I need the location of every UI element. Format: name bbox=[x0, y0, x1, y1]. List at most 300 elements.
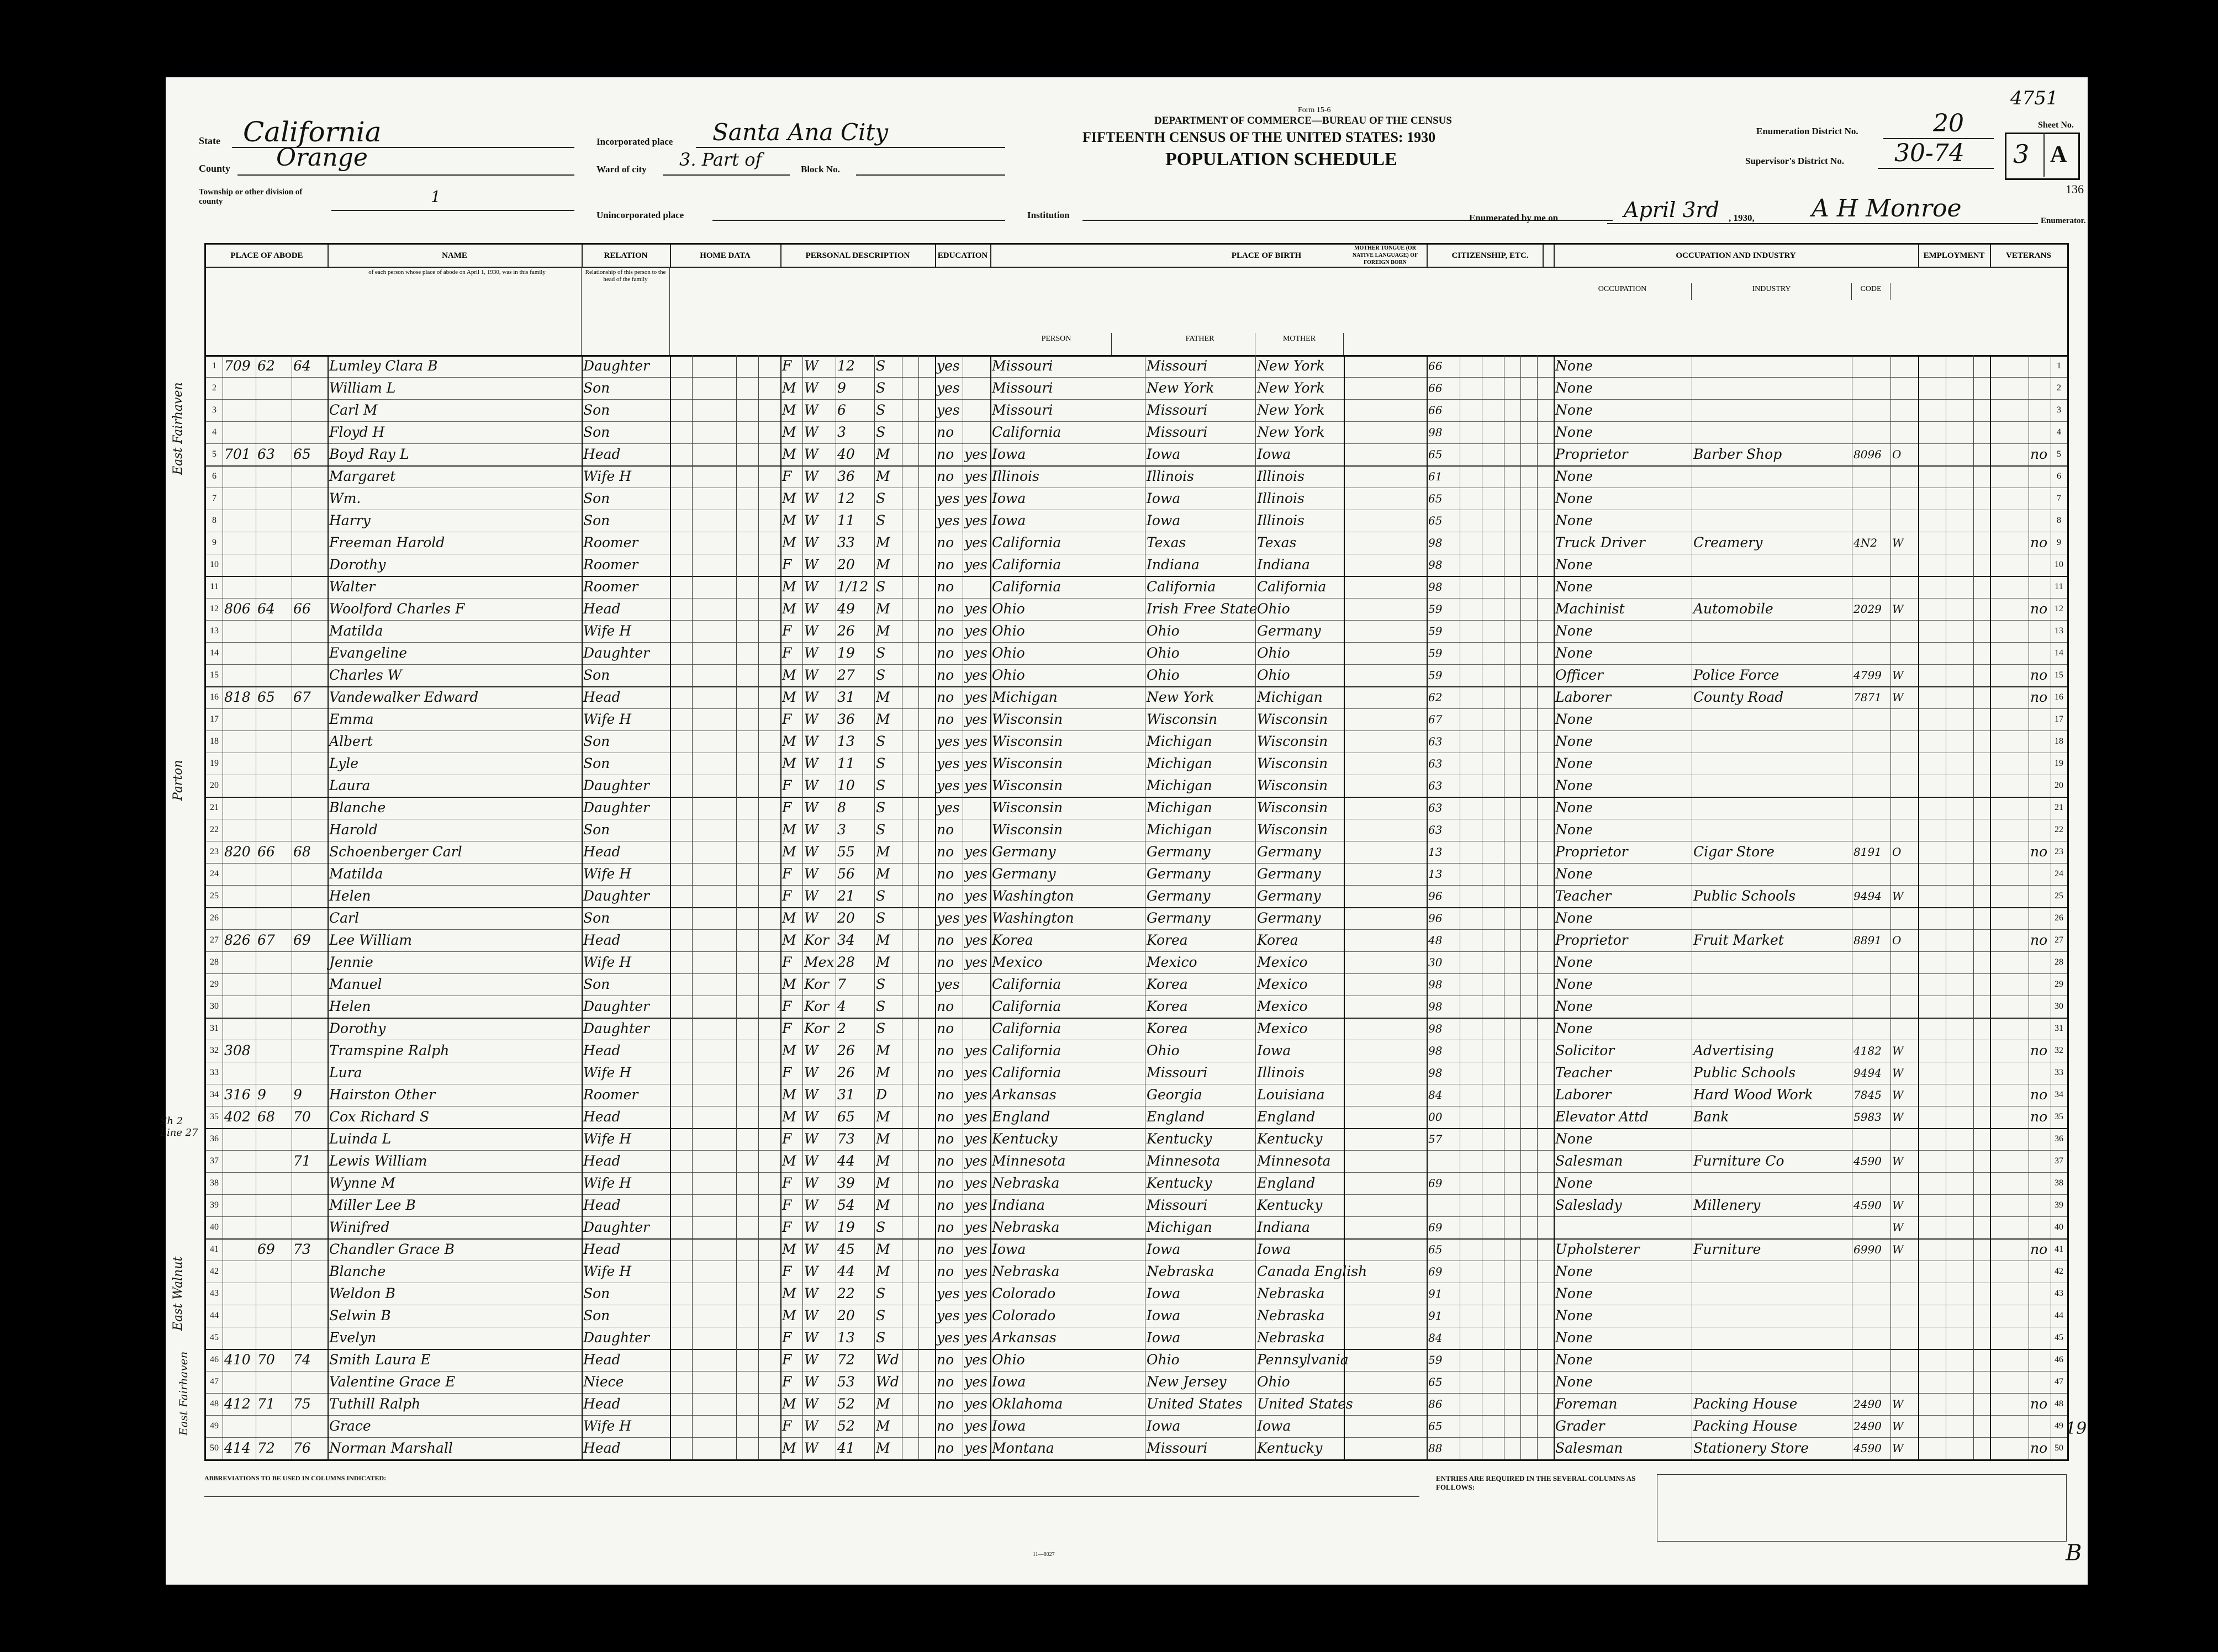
unincorporated-label: Unincorporated place bbox=[596, 210, 684, 220]
dwelling-number bbox=[256, 1062, 292, 1084]
family-number bbox=[292, 421, 328, 443]
line-number: 37 bbox=[210, 1156, 219, 1166]
table-row bbox=[206, 775, 2067, 798]
person-name: Cox Richard S bbox=[329, 1109, 430, 1125]
table-row bbox=[206, 686, 2067, 709]
birthplace-mother: Illinois bbox=[1257, 490, 1305, 506]
occupation: None bbox=[1555, 402, 1593, 418]
family-number bbox=[292, 708, 328, 730]
relation: Daughter bbox=[583, 799, 649, 816]
footer bbox=[204, 1474, 2066, 1568]
street-number bbox=[223, 1172, 256, 1194]
relation: Head bbox=[583, 1197, 621, 1213]
relation: Head bbox=[583, 1440, 621, 1456]
race: W bbox=[804, 844, 818, 860]
race: W bbox=[804, 689, 818, 705]
street-number bbox=[223, 1238, 256, 1261]
marital-status: D bbox=[876, 1087, 888, 1103]
line-number: 43 bbox=[210, 1289, 219, 1298]
colhead-code: CODE bbox=[1852, 283, 1890, 300]
attended-school: no bbox=[937, 667, 954, 683]
line-number: 7 bbox=[212, 494, 216, 503]
street-number: 709 bbox=[224, 358, 251, 374]
attended-school: no bbox=[937, 1263, 954, 1279]
line-number-right: 6 bbox=[2057, 472, 2061, 481]
can-read: yes bbox=[964, 755, 987, 771]
attended-school: yes bbox=[937, 910, 960, 926]
sex: F bbox=[782, 799, 792, 816]
race: Kor bbox=[804, 976, 830, 992]
colhead-mother: MOTHER bbox=[1255, 333, 1344, 355]
occupation-code: 2490 bbox=[1853, 1397, 1882, 1411]
birthplace-code: 67 bbox=[1428, 713, 1443, 726]
census-title: FIFTEENTH CENSUS OF THE UNITED STATES: 1930 bbox=[1082, 129, 1436, 145]
marital-status: M bbox=[876, 1418, 890, 1434]
occupation-code bbox=[1852, 819, 1890, 841]
table-row bbox=[206, 620, 2067, 643]
birthplace-code: 30 bbox=[1428, 956, 1443, 969]
sex: F bbox=[782, 1263, 792, 1279]
birthplace-father: Georgia bbox=[1147, 1087, 1202, 1103]
industry bbox=[1692, 973, 1852, 996]
marital-status: Wd bbox=[876, 1352, 899, 1368]
schedule-title: POPULATION SCHEDULE bbox=[1165, 149, 1397, 170]
line-number: 8 bbox=[212, 516, 216, 525]
industry: Packing House bbox=[1693, 1396, 1798, 1412]
birthplace-mother: Minnesota bbox=[1257, 1153, 1331, 1169]
state-value: California bbox=[243, 116, 382, 148]
column-divider bbox=[328, 355, 329, 1459]
dwelling-number bbox=[256, 885, 292, 907]
veteran: no bbox=[2030, 601, 2048, 617]
person-name: Freeman Harold bbox=[329, 534, 445, 550]
occupation: None bbox=[1555, 468, 1593, 484]
person-name: Grace bbox=[329, 1418, 371, 1434]
county-label: County bbox=[199, 163, 231, 174]
birthplace-person: Germany bbox=[992, 844, 1056, 860]
birthplace-mother: New York bbox=[1257, 380, 1325, 396]
race: Kor bbox=[804, 1020, 830, 1036]
person-name: Tuthill Ralph bbox=[329, 1396, 421, 1412]
occupation-code: 4590 bbox=[1853, 1155, 1882, 1168]
relation: Daughter bbox=[583, 777, 649, 793]
can-read: yes bbox=[964, 1396, 987, 1412]
industry: Barber Shop bbox=[1693, 446, 1782, 462]
sex: F bbox=[782, 1418, 792, 1434]
can-read: yes bbox=[964, 1440, 987, 1456]
state-label: State bbox=[199, 135, 220, 146]
can-read bbox=[963, 797, 990, 819]
can-read: yes bbox=[964, 1065, 987, 1081]
birthplace-person: Washington bbox=[992, 910, 1074, 926]
sex: F bbox=[782, 468, 792, 484]
birthplace-code: 63 bbox=[1428, 823, 1443, 836]
street-number: 308 bbox=[224, 1042, 251, 1058]
attended-school: no bbox=[937, 534, 954, 550]
birthplace-person: California bbox=[992, 579, 1062, 595]
industry: Stationery Store bbox=[1693, 1440, 1809, 1456]
industry: Police Force bbox=[1693, 667, 1779, 683]
table-row bbox=[206, 399, 2067, 422]
sex: M bbox=[782, 822, 796, 838]
relation: Head bbox=[583, 1241, 621, 1257]
age: 11 bbox=[837, 512, 855, 528]
family-number bbox=[292, 775, 328, 797]
marital-status: S bbox=[876, 888, 886, 904]
occupation: None bbox=[1555, 1352, 1593, 1368]
occupation-code bbox=[1852, 620, 1890, 642]
line-number-right: 8 bbox=[2057, 516, 2061, 525]
street-number bbox=[223, 620, 256, 642]
line-number-right: 27 bbox=[2055, 935, 2063, 945]
relation: Son bbox=[583, 380, 610, 396]
age: 7 bbox=[837, 976, 846, 992]
birthplace-mother: New York bbox=[1257, 424, 1325, 440]
incorporated-value: Santa Ana City bbox=[712, 119, 889, 146]
occupation-code bbox=[1852, 1128, 1890, 1150]
dwelling-number: 69 bbox=[257, 1241, 275, 1257]
marital-status: M bbox=[876, 954, 890, 970]
line-number-right: 28 bbox=[2055, 957, 2063, 967]
relation: Head bbox=[583, 446, 621, 462]
veteran: no bbox=[2030, 1396, 2048, 1412]
attended-school: no bbox=[937, 888, 954, 904]
class-of-worker: W bbox=[1892, 1155, 1904, 1168]
relation: Roomer bbox=[583, 1087, 638, 1103]
person-name: Tramspine Ralph bbox=[329, 1042, 450, 1058]
marital-status: M bbox=[876, 468, 890, 484]
street-number bbox=[223, 951, 256, 973]
ward-label: Ward of city bbox=[596, 164, 647, 174]
occupation: None bbox=[1555, 711, 1593, 727]
birthplace-mother: Nebraska bbox=[1257, 1330, 1325, 1346]
table-row bbox=[206, 1150, 2067, 1173]
birthplace-person: Mexico bbox=[992, 954, 1043, 970]
marital-status: M bbox=[876, 689, 890, 705]
person-name: Harry bbox=[329, 512, 371, 528]
birthplace-person: California bbox=[992, 534, 1062, 550]
street-number bbox=[223, 1415, 256, 1437]
class-of-worker bbox=[1890, 819, 1918, 841]
group-education: EDUCATION bbox=[935, 245, 991, 268]
race: W bbox=[804, 1065, 818, 1081]
class-of-worker bbox=[1890, 1371, 1918, 1393]
attended-school: no bbox=[937, 998, 954, 1014]
occupation-code: 6990 bbox=[1853, 1243, 1882, 1256]
birthplace-father: Germany bbox=[1147, 910, 1211, 926]
department: DEPARTMENT OF COMMERCE—BUREAU OF THE CENSUS bbox=[1154, 115, 1452, 126]
age: 56 bbox=[837, 866, 855, 882]
person-name: Lyle bbox=[329, 755, 359, 771]
industry: Cigar Store bbox=[1693, 844, 1775, 860]
entries-box bbox=[1657, 1474, 2067, 1542]
birthplace-mother: Wisconsin bbox=[1257, 733, 1328, 749]
occupation: None bbox=[1555, 623, 1593, 639]
family-number bbox=[292, 730, 328, 753]
dwelling-number bbox=[256, 996, 292, 1018]
occupation-code bbox=[1852, 1216, 1890, 1238]
occupation-code bbox=[1852, 708, 1890, 730]
line-number-right: 17 bbox=[2055, 714, 2063, 724]
family-number bbox=[292, 753, 328, 775]
person-name: Chandler Grace B bbox=[329, 1241, 455, 1257]
relation: Head bbox=[583, 1153, 621, 1169]
attended-school: yes bbox=[937, 490, 960, 506]
family-number: 76 bbox=[293, 1440, 311, 1456]
dwelling-number: 66 bbox=[257, 844, 275, 860]
dwelling-number bbox=[256, 554, 292, 576]
birthplace-mother: Iowa bbox=[1257, 1042, 1291, 1058]
line-number-right: 38 bbox=[2055, 1178, 2063, 1188]
can-read: yes bbox=[964, 1219, 987, 1235]
line-number: 19 bbox=[210, 759, 219, 768]
class-of-worker: W bbox=[1892, 1221, 1904, 1234]
can-read: yes bbox=[964, 1330, 987, 1346]
birthplace-person: Montana bbox=[992, 1440, 1054, 1456]
class-of-worker bbox=[1890, 775, 1918, 797]
person-name: Winifred bbox=[329, 1219, 390, 1235]
sex: M bbox=[782, 534, 796, 550]
race: W bbox=[804, 1330, 818, 1346]
birthplace-mother: California bbox=[1257, 579, 1327, 595]
page-mark-2: B bbox=[2066, 1540, 2082, 1566]
attended-school: no bbox=[937, 1131, 954, 1147]
veteran: no bbox=[2030, 534, 2048, 550]
birthplace-mother: Indiana bbox=[1257, 1219, 1310, 1235]
family-number bbox=[292, 576, 328, 598]
table-row bbox=[206, 1018, 2067, 1040]
attended-school: no bbox=[937, 623, 954, 639]
line-number: 24 bbox=[210, 869, 219, 878]
sex: F bbox=[782, 1131, 792, 1147]
can-read: yes bbox=[964, 711, 987, 727]
occupation-code: 5983 bbox=[1853, 1110, 1882, 1124]
birthplace-code: 91 bbox=[1428, 1309, 1443, 1322]
group-veterans: VETERANS bbox=[1990, 245, 2067, 268]
marital-status: M bbox=[876, 844, 890, 860]
race: W bbox=[804, 358, 818, 374]
group-employment: EMPLOYMENT bbox=[1918, 245, 1991, 268]
age: 19 bbox=[837, 1219, 855, 1235]
birthplace-mother: Ohio bbox=[1257, 645, 1290, 661]
birthplace-code: 91 bbox=[1428, 1287, 1443, 1300]
age: 41 bbox=[837, 1440, 855, 1456]
table-row bbox=[206, 1349, 2067, 1372]
enum-district-label: Enumeration District No. bbox=[1756, 126, 1858, 136]
marital-status: M bbox=[876, 711, 890, 727]
industry bbox=[1692, 819, 1852, 841]
birthplace-code: 59 bbox=[1428, 602, 1443, 616]
occupation-code bbox=[1852, 421, 1890, 443]
industry bbox=[1692, 1261, 1852, 1283]
street-number bbox=[223, 1062, 256, 1084]
race: W bbox=[804, 468, 818, 484]
birthplace-father: United States bbox=[1147, 1396, 1243, 1412]
occupation: None bbox=[1555, 799, 1593, 816]
age: 10 bbox=[837, 777, 855, 793]
line-number-right: 42 bbox=[2055, 1267, 2063, 1276]
attended-school: no bbox=[937, 1020, 954, 1036]
birthplace-father: Korea bbox=[1147, 976, 1188, 992]
margin-number: 136 bbox=[2066, 182, 2084, 196]
table-row bbox=[206, 1393, 2067, 1416]
marital-status: S bbox=[876, 777, 886, 793]
relation: Wife H bbox=[583, 711, 632, 727]
age: 2 bbox=[837, 1020, 846, 1036]
line-number-right: 50 bbox=[2055, 1443, 2063, 1453]
family-number bbox=[292, 1415, 328, 1437]
class-of-worker: W bbox=[1892, 1110, 1904, 1124]
dwelling-number bbox=[256, 510, 292, 532]
line-number-right: 20 bbox=[2055, 781, 2063, 790]
birthplace-father: Missouri bbox=[1147, 1440, 1208, 1456]
birthplace-father: Michigan bbox=[1147, 1219, 1212, 1235]
line-number: 15 bbox=[210, 670, 219, 680]
birthplace-person: California bbox=[992, 424, 1062, 440]
class-of-worker bbox=[1890, 554, 1918, 576]
street-number bbox=[223, 576, 256, 598]
person-name: Wm. bbox=[329, 490, 361, 506]
sex: F bbox=[782, 1330, 792, 1346]
birthplace-father: Michigan bbox=[1147, 822, 1212, 838]
line-number: 21 bbox=[210, 803, 219, 812]
supervisor-label: Supervisor's District No. bbox=[1745, 156, 1844, 166]
race: W bbox=[804, 1153, 818, 1169]
family-number bbox=[292, 863, 328, 885]
street-number bbox=[223, 797, 256, 819]
dwelling-number bbox=[256, 1018, 292, 1040]
birthplace-person: Ohio bbox=[992, 667, 1025, 683]
relation: Wife H bbox=[583, 1263, 632, 1279]
street-number bbox=[223, 730, 256, 753]
class-of-worker: W bbox=[1892, 1243, 1904, 1256]
birthplace-code: 86 bbox=[1428, 1397, 1443, 1411]
industry bbox=[1692, 399, 1852, 421]
can-read: yes bbox=[964, 446, 987, 462]
line-number: 4 bbox=[212, 427, 216, 437]
line-number-right: 11 bbox=[2055, 582, 2063, 591]
family-number bbox=[292, 664, 328, 686]
veteran: no bbox=[2030, 446, 2048, 462]
can-read bbox=[963, 399, 990, 421]
dwelling-number bbox=[256, 730, 292, 753]
sex: M bbox=[782, 932, 796, 948]
industry bbox=[1692, 996, 1852, 1018]
class-of-worker: W bbox=[1892, 669, 1904, 682]
sex: F bbox=[782, 777, 792, 793]
family-number bbox=[292, 1194, 328, 1216]
street-number bbox=[223, 973, 256, 996]
birthplace-code: 65 bbox=[1428, 514, 1443, 527]
attended-school: no bbox=[937, 446, 954, 462]
occupation-code: 9494 bbox=[1853, 1066, 1882, 1079]
industry bbox=[1692, 1018, 1852, 1040]
race: W bbox=[804, 1197, 818, 1213]
age: 26 bbox=[837, 1042, 855, 1058]
dwelling-number bbox=[256, 797, 292, 819]
birthplace-father: Missouri bbox=[1147, 1065, 1208, 1081]
occupation: None bbox=[1555, 512, 1593, 528]
colhead-person: PERSON bbox=[1001, 333, 1112, 355]
occupation: None bbox=[1555, 424, 1593, 440]
age: 12 bbox=[837, 358, 855, 374]
street-number bbox=[223, 465, 256, 488]
birthplace-mother: Germany bbox=[1257, 623, 1321, 639]
line-number: 36 bbox=[210, 1134, 219, 1143]
birthplace-person: Nebraska bbox=[992, 1175, 1060, 1191]
street-number: 820 bbox=[224, 844, 251, 860]
birthplace-mother: New York bbox=[1257, 402, 1325, 418]
column-divider bbox=[1990, 355, 1991, 1459]
occupation-code bbox=[1852, 797, 1890, 819]
street-number bbox=[223, 1018, 256, 1040]
marital-status: S bbox=[876, 976, 886, 992]
birthplace-code: 88 bbox=[1428, 1442, 1443, 1455]
birthplace-person: Arkansas bbox=[992, 1330, 1057, 1346]
dwelling-number bbox=[256, 576, 292, 598]
birthplace-father: Michigan bbox=[1147, 755, 1212, 771]
column-divider bbox=[1537, 355, 1538, 1459]
industry bbox=[1692, 797, 1852, 819]
family-number bbox=[292, 510, 328, 532]
birthplace-mother: Canada English bbox=[1257, 1263, 1367, 1279]
person-name: Luinda L bbox=[329, 1131, 392, 1147]
table-row bbox=[206, 510, 2067, 532]
birthplace-mother: New York bbox=[1257, 358, 1325, 374]
industry bbox=[1692, 1327, 1852, 1349]
line-number-right: 29 bbox=[2055, 979, 2063, 989]
birthplace-mother: Wisconsin bbox=[1257, 777, 1328, 793]
margin-street-3: East Walnut bbox=[171, 1256, 185, 1331]
marital-status: S bbox=[876, 755, 886, 771]
age: 3 bbox=[837, 822, 846, 838]
sex: M bbox=[782, 1109, 796, 1125]
line-number-right: 26 bbox=[2055, 913, 2063, 923]
relation: Roomer bbox=[583, 579, 638, 595]
veteran: no bbox=[2030, 1042, 2048, 1058]
dwelling-number bbox=[256, 620, 292, 642]
relation: Head bbox=[583, 844, 621, 860]
birthplace-mother: Illinois bbox=[1257, 1065, 1305, 1081]
person-name: Norman Marshall bbox=[329, 1440, 453, 1456]
occupation: Laborer bbox=[1555, 689, 1612, 705]
veteran: no bbox=[2030, 1109, 2048, 1125]
line-number-right: 40 bbox=[2055, 1222, 2063, 1232]
relation: Head bbox=[583, 1352, 621, 1368]
relation: Son bbox=[583, 402, 610, 418]
family-number: 70 bbox=[293, 1109, 311, 1125]
age: 26 bbox=[837, 1065, 855, 1081]
birthplace-code: 57 bbox=[1428, 1132, 1443, 1146]
industry: Creamery bbox=[1693, 534, 1763, 550]
can-read bbox=[963, 576, 990, 598]
enumerated-label: Enumerated by me on bbox=[1469, 213, 1559, 223]
occupation-code bbox=[1852, 1327, 1890, 1349]
sex: F bbox=[782, 954, 792, 970]
relation: Head bbox=[583, 1396, 621, 1412]
line-number-right: 12 bbox=[2055, 604, 2063, 613]
street-number bbox=[223, 885, 256, 907]
street-number bbox=[223, 996, 256, 1018]
table-row bbox=[206, 708, 2067, 731]
age: 12 bbox=[837, 490, 855, 506]
sex: F bbox=[782, 711, 792, 727]
attended-school: yes bbox=[937, 358, 960, 374]
person-name: Dorothy bbox=[329, 1020, 386, 1036]
class-of-worker bbox=[1890, 730, 1918, 753]
occupation-code bbox=[1852, 1172, 1890, 1194]
class-of-worker: W bbox=[1892, 1044, 1904, 1057]
